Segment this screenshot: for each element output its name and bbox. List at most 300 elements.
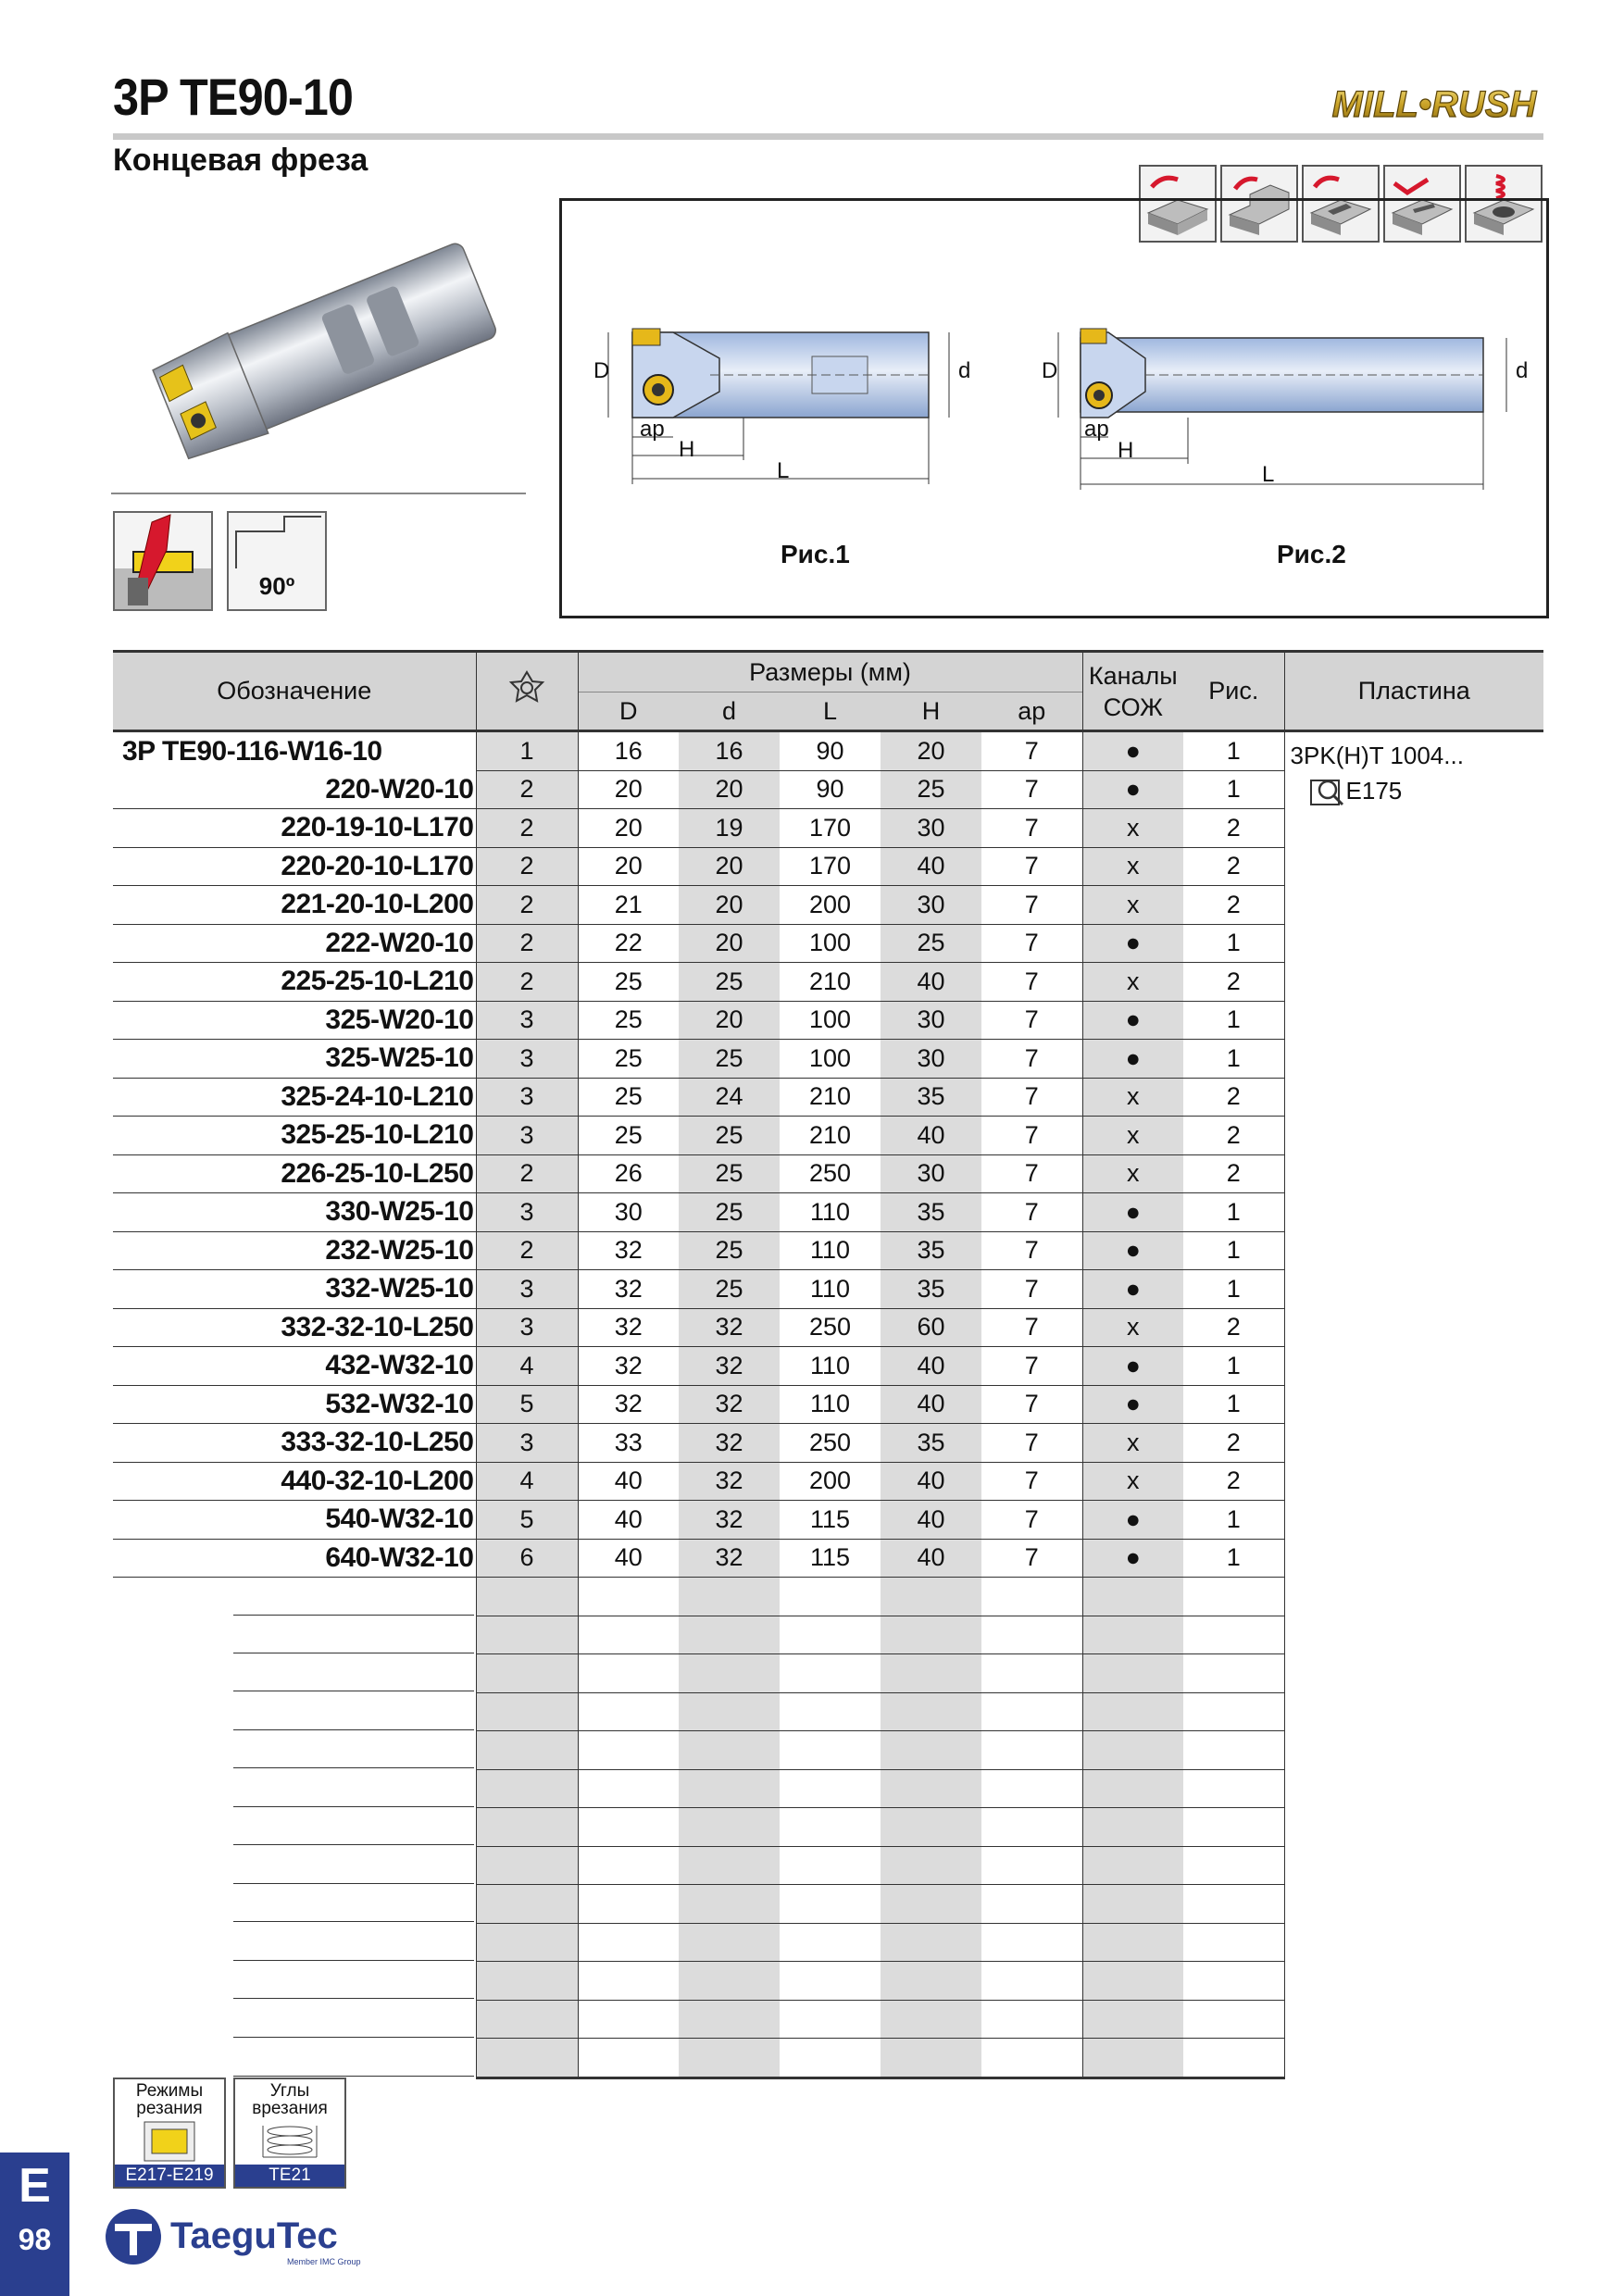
cell-coolant: ● (1082, 1539, 1183, 1578)
cell-coolant: x (1082, 886, 1183, 925)
cell-D: 32 (578, 1231, 679, 1270)
row-designation: 221-20-10-L200 (113, 886, 476, 925)
row-designation: 332-W25-10 (113, 1270, 476, 1309)
cell-d: 25 (679, 963, 780, 1002)
header-coolant (1082, 652, 1183, 731)
fig2-dim-ap: ap (1084, 417, 1109, 442)
empty-cell (780, 1692, 881, 1731)
figure-1-label: Рис.1 (781, 540, 850, 568)
cell-H: 40 (881, 847, 981, 886)
row-designation: 432-W32-10 (113, 1347, 476, 1386)
dimension-drawings (562, 201, 1546, 616)
cell-L: 250 (780, 1308, 881, 1347)
cell-H: 30 (881, 1154, 981, 1193)
empty-cell (780, 2000, 881, 2039)
empty-cell (679, 1731, 780, 1770)
header-ap: ap (981, 693, 1082, 731)
empty-cell (578, 1692, 679, 1731)
brand-text: MILL•RUSH (1331, 84, 1537, 125)
ramp-angles-line1: Углы (269, 2081, 310, 2101)
cell-z: 2 (476, 809, 578, 848)
empty-cell (1183, 1808, 1284, 1847)
photo-divider (111, 493, 526, 494)
empty-cell (578, 1962, 679, 2001)
cell-coolant: x (1082, 847, 1183, 886)
cell-z: 2 (476, 1231, 578, 1270)
cutting-modes-page: E217-E219 (115, 2165, 224, 2187)
empty-cell (679, 1923, 780, 1962)
empty-cell (1183, 2039, 1284, 2078)
cell-coolant: ● (1082, 924, 1183, 963)
cell-coolant: ● (1082, 1501, 1183, 1540)
cell-D: 33 (578, 1424, 679, 1463)
empty-cell (578, 1846, 679, 1885)
cell-ap: 7 (981, 847, 1082, 886)
angle-90-label: 90º (258, 572, 295, 600)
cell-D: 40 (578, 1462, 679, 1501)
cell-ap: 7 (981, 770, 1082, 809)
fig2-dim-L: L (1262, 462, 1275, 487)
header-d: d (679, 693, 780, 731)
cell-H: 40 (881, 1117, 981, 1155)
empty-designation (113, 1846, 476, 1885)
empty-cell (981, 1769, 1082, 1808)
header-teeth (476, 652, 578, 731)
figure-2-label: Рис.2 (1277, 540, 1346, 568)
company-name: TaeguTec (170, 2215, 338, 2256)
row-designation: 333-32-10-L250 (113, 1424, 476, 1463)
cell-ap: 7 (981, 963, 1082, 1002)
empty-cell (476, 1616, 578, 1654)
row-designation: 3P TE90-116-W16-10 (122, 735, 382, 767)
title-rule (113, 133, 1543, 140)
cell-coolant: ● (1082, 731, 1183, 771)
cell-L: 115 (780, 1539, 881, 1578)
empty-cell (780, 2039, 881, 2078)
empty-cell (476, 1885, 578, 1924)
empty-cell (1082, 1769, 1183, 1808)
cell-ap: 7 (981, 1385, 1082, 1424)
cell-H: 25 (881, 770, 981, 809)
cell-d: 20 (679, 847, 780, 886)
empty-cell (1082, 1731, 1183, 1770)
cell-H: 40 (881, 963, 981, 1002)
empty-cell (679, 1962, 780, 2001)
cell-D: 25 (578, 1001, 679, 1040)
empty-cell (1082, 1885, 1183, 1924)
mill-rush-logo (1324, 76, 1544, 130)
empty-cell (679, 1885, 780, 1924)
cell-L: 100 (780, 1001, 881, 1040)
cell-H: 35 (881, 1078, 981, 1117)
cell-L: 110 (780, 1270, 881, 1309)
cell-fig: 1 (1183, 1539, 1284, 1578)
empty-designation (113, 1962, 476, 2001)
helix-icon (254, 2120, 326, 2163)
cell-fig: 1 (1183, 1231, 1284, 1270)
cell-z: 2 (476, 886, 578, 925)
empty-cell (881, 1808, 981, 1847)
empty-cell (476, 2000, 578, 2039)
fig1-dim-L: L (777, 458, 790, 483)
empty-cell (981, 1731, 1082, 1770)
empty-cell (881, 1923, 981, 1962)
empty-cell (780, 1578, 881, 1616)
cell-d: 25 (679, 1270, 780, 1309)
cell-ap: 7 (981, 1270, 1082, 1309)
ramp-angles-ref[interactable] (233, 2078, 346, 2189)
cell-H: 40 (881, 1385, 981, 1424)
section-tab (0, 2152, 69, 2296)
header-fig: Рис. (1183, 652, 1284, 731)
row-designation: 220-20-10-L170 (113, 847, 476, 886)
cell-z: 3 (476, 1001, 578, 1040)
product-table (113, 650, 1543, 2079)
empty-cell (1183, 1846, 1284, 1885)
cell-z: 2 (476, 963, 578, 1002)
row-designation: 332-32-10-L250 (113, 1308, 476, 1347)
cell-L: 170 (780, 809, 881, 848)
cell-coolant: ● (1082, 1193, 1183, 1232)
empty-cell (1082, 1654, 1183, 1693)
magnifier-book-icon (1309, 777, 1346, 808)
row-designation: 440-32-10-L200 (113, 1462, 476, 1501)
insert-ref: E175 (1345, 777, 1403, 805)
empty-cell (780, 1769, 881, 1808)
cell-fig: 1 (1183, 1501, 1284, 1540)
cell-fig: 2 (1183, 809, 1284, 848)
cell-D: 40 (578, 1539, 679, 1578)
row-designation: 226-25-10-L250 (113, 1154, 476, 1193)
cell-L: 115 (780, 1501, 881, 1540)
insert-cell (1284, 731, 1543, 2078)
cell-D: 25 (578, 963, 679, 1002)
cell-z: 2 (476, 847, 578, 886)
cell-L: 250 (780, 1154, 881, 1193)
empty-designation (113, 1692, 476, 1731)
empty-cell (780, 1731, 881, 1770)
cell-H: 35 (881, 1231, 981, 1270)
ramp-angles-line2: врезания (252, 2099, 328, 2118)
cell-z: 4 (476, 1347, 578, 1386)
cell-L: 110 (780, 1347, 881, 1386)
cell-ap: 7 (981, 1501, 1082, 1540)
cell-ap: 7 (981, 924, 1082, 963)
cell-coolant: x (1082, 1462, 1183, 1501)
empty-cell (1183, 1692, 1284, 1731)
row-designation: 532-W32-10 (113, 1385, 476, 1424)
empty-cell (881, 1885, 981, 1924)
cell-L: 110 (780, 1193, 881, 1232)
cell-H: 30 (881, 1001, 981, 1040)
cell-z: 3 (476, 1424, 578, 1463)
cell-coolant: ● (1082, 1040, 1183, 1079)
empty-designation (113, 1769, 476, 1808)
cutting-modes-ref[interactable] (113, 2078, 226, 2189)
empty-cell (780, 1923, 881, 1962)
cell-d: 25 (679, 1040, 780, 1079)
cell-d: 16 (679, 731, 780, 771)
empty-cell (578, 1731, 679, 1770)
empty-cell (578, 2039, 679, 2078)
cell-L: 110 (780, 1231, 881, 1270)
cell-ap: 7 (981, 1078, 1082, 1117)
row-designation: 220-19-10-L170 (113, 809, 476, 848)
cell-ap: 7 (981, 1001, 1082, 1040)
empty-cell (679, 1808, 780, 1847)
cell-coolant: ● (1082, 1231, 1183, 1270)
cell-d: 20 (679, 770, 780, 809)
cell-L: 250 (780, 1424, 881, 1463)
cell-coolant: x (1082, 1078, 1183, 1117)
empty-cell (476, 1769, 578, 1808)
cell-D: 20 (578, 847, 679, 886)
cell-coolant: x (1082, 809, 1183, 848)
cell-fig: 2 (1183, 1078, 1284, 1117)
empty-cell (476, 1578, 578, 1616)
cell-D: 30 (578, 1193, 679, 1232)
cell-ap: 7 (981, 809, 1082, 848)
cell-L: 110 (780, 1385, 881, 1424)
empty-cell (881, 1769, 981, 1808)
fig2-dim-D: D (1042, 358, 1058, 383)
cell-H: 40 (881, 1462, 981, 1501)
header-dimensions: Размеры (мм) (578, 652, 1082, 693)
empty-cell (476, 1808, 578, 1847)
cell-L: 200 (780, 886, 881, 925)
cell-d: 32 (679, 1501, 780, 1540)
empty-cell (1082, 1846, 1183, 1885)
cell-coolant: ● (1082, 1001, 1183, 1040)
row-designation: 325-24-10-L210 (113, 1078, 476, 1117)
insert-ref-link[interactable] (1291, 773, 1544, 808)
cell-fig: 2 (1183, 963, 1284, 1002)
cell-ap: 7 (981, 1231, 1082, 1270)
empty-cell (679, 1692, 780, 1731)
cell-z: 1 (476, 731, 578, 771)
cell-z: 2 (476, 924, 578, 963)
cell-fig: 1 (1183, 770, 1284, 809)
cell-z: 5 (476, 1501, 578, 1540)
cell-fig: 1 (1183, 1385, 1284, 1424)
cell-H: 30 (881, 1040, 981, 1079)
header-H: H (881, 693, 981, 731)
empty-cell (981, 1616, 1082, 1654)
empty-cell (578, 2000, 679, 2039)
cell-H: 30 (881, 886, 981, 925)
empty-cell (780, 1885, 881, 1924)
cell-ap: 7 (981, 1424, 1082, 1463)
cell-ap: 7 (981, 1117, 1082, 1155)
cell-ap: 7 (981, 886, 1082, 925)
cell-D: 25 (578, 1117, 679, 1155)
cell-H: 40 (881, 1501, 981, 1540)
empty-cell (981, 2000, 1082, 2039)
empty-cell (780, 1616, 881, 1654)
cell-H: 40 (881, 1347, 981, 1386)
empty-cell (1082, 1923, 1183, 1962)
cell-z: 5 (476, 1385, 578, 1424)
cell-D: 40 (578, 1501, 679, 1540)
empty-cell (981, 1654, 1082, 1693)
empty-cell (476, 1731, 578, 1770)
empty-cell (1183, 2000, 1284, 2039)
empty-cell (1183, 1962, 1284, 2001)
cell-coolant: ● (1082, 1347, 1183, 1386)
cell-L: 170 (780, 847, 881, 886)
empty-cell (1082, 1616, 1183, 1654)
cell-coolant: ● (1082, 1270, 1183, 1309)
cell-ap: 7 (981, 1539, 1082, 1578)
cell-fig: 2 (1183, 1462, 1284, 1501)
cell-fig: 2 (1183, 1424, 1284, 1463)
insert-application-icon (113, 511, 213, 611)
empty-cell (1183, 1885, 1284, 1924)
cell-fig: 2 (1183, 1308, 1284, 1347)
empty-cell (476, 1846, 578, 1885)
cell-H: 40 (881, 1539, 981, 1578)
empty-designation (113, 1885, 476, 1924)
cell-d: 20 (679, 1001, 780, 1040)
empty-cell (780, 1808, 881, 1847)
cell-H: 35 (881, 1424, 981, 1463)
empty-cell (1183, 1769, 1284, 1808)
cell-fig: 2 (1183, 1154, 1284, 1193)
cell-D: 22 (578, 924, 679, 963)
empty-cell (881, 2000, 981, 2039)
gauge-icon (143, 2120, 196, 2163)
empty-cell (881, 1731, 981, 1770)
header-coolant-line1: Каналы (1088, 661, 1178, 690)
empty-cell (679, 2000, 780, 2039)
cell-coolant: x (1082, 1154, 1183, 1193)
cell-fig: 1 (1183, 1001, 1284, 1040)
empty-cell (1082, 2039, 1183, 2078)
cell-D: 32 (578, 1270, 679, 1309)
table-row (113, 731, 1543, 771)
cell-H: 30 (881, 809, 981, 848)
cell-d: 25 (679, 1231, 780, 1270)
empty-cell (679, 1616, 780, 1654)
table-body (113, 731, 1543, 2078)
cell-z: 3 (476, 1308, 578, 1347)
cell-d: 25 (679, 1193, 780, 1232)
cell-ap: 7 (981, 1193, 1082, 1232)
empty-cell (1082, 1962, 1183, 2001)
cell-H: 35 (881, 1193, 981, 1232)
cell-D: 32 (578, 1385, 679, 1424)
page-title: 3P TE90-10 (113, 68, 354, 126)
empty-cell (476, 1692, 578, 1731)
cell-H: 25 (881, 924, 981, 963)
cell-D: 25 (578, 1078, 679, 1117)
cell-D: 21 (578, 886, 679, 925)
header-D: D (578, 693, 679, 731)
empty-cell (578, 1769, 679, 1808)
cell-z: 3 (476, 1040, 578, 1079)
cell-coolant: x (1082, 1308, 1183, 1347)
empty-cell (981, 1578, 1082, 1616)
row-designation: 640-W32-10 (113, 1539, 476, 1578)
cell-ap: 7 (981, 1347, 1082, 1386)
cutting-modes-line2: резания (136, 2099, 203, 2118)
taegutec-logo-mark (102, 2203, 361, 2277)
cell-d: 32 (679, 1385, 780, 1424)
cell-L: 200 (780, 1462, 881, 1501)
cell-fig: 1 (1183, 1040, 1284, 1079)
cell-H: 35 (881, 1270, 981, 1309)
cell-d: 24 (679, 1078, 780, 1117)
cell-D: 25 (578, 1040, 679, 1079)
row-designation: 225-25-10-L210 (113, 963, 476, 1002)
row-designation: 220-W20-10 (113, 770, 476, 809)
cell-z: 2 (476, 1154, 578, 1193)
insert-code: 3PK(H)T 1004... (1290, 742, 1464, 769)
empty-cell (881, 1654, 981, 1693)
header-L: L (780, 693, 881, 731)
cell-fig: 1 (1183, 924, 1284, 963)
empty-designation (113, 1923, 476, 1962)
cell-D: 20 (578, 809, 679, 848)
cell-L: 210 (780, 1078, 881, 1117)
cell-d: 25 (679, 1154, 780, 1193)
cell-d: 32 (679, 1424, 780, 1463)
cell-L: 100 (780, 924, 881, 963)
cell-coolant: x (1082, 1424, 1183, 1463)
cell-ap: 7 (981, 1308, 1082, 1347)
empty-designation (113, 1808, 476, 1847)
empty-cell (780, 1654, 881, 1693)
empty-cell (881, 1578, 981, 1616)
empty-cell (1082, 1808, 1183, 1847)
empty-cell (1183, 1578, 1284, 1616)
cell-z: 4 (476, 1462, 578, 1501)
empty-designation (113, 2039, 476, 2078)
cell-H: 60 (881, 1308, 981, 1347)
empty-cell (1082, 2000, 1183, 2039)
fig1-dim-d: d (958, 358, 971, 383)
row-designation: 325-25-10-L210 (113, 1117, 476, 1155)
cell-coolant: ● (1082, 1385, 1183, 1424)
empty-cell (780, 1846, 881, 1885)
row-designation: 540-W32-10 (113, 1501, 476, 1540)
empty-designation (113, 1654, 476, 1693)
cell-d: 20 (679, 924, 780, 963)
empty-cell (679, 1654, 780, 1693)
cell-fig: 1 (1183, 1270, 1284, 1309)
cell-z: 3 (476, 1117, 578, 1155)
cell-L: 100 (780, 1040, 881, 1079)
page-subtitle: Концевая фреза (113, 143, 369, 178)
empty-cell (881, 1846, 981, 1885)
empty-designation (113, 1578, 476, 1616)
cell-L: 90 (780, 770, 881, 809)
empty-cell (981, 1923, 1082, 1962)
empty-cell (981, 1692, 1082, 1731)
row-designation: 325-W20-10 (113, 1001, 476, 1040)
dimension-figures (559, 198, 1549, 618)
empty-designation (113, 2000, 476, 2039)
cell-ap: 7 (981, 1154, 1082, 1193)
cell-coolant: x (1082, 1117, 1183, 1155)
row-designation: 330-W25-10 (113, 1193, 476, 1232)
cutting-modes-line1: Режимы (135, 2081, 204, 2101)
cell-z: 2 (476, 770, 578, 809)
empty-cell (1183, 1731, 1284, 1770)
row-designation: 222-W20-10 (113, 924, 476, 963)
cell-D: 26 (578, 1154, 679, 1193)
cell-H: 20 (881, 731, 981, 771)
